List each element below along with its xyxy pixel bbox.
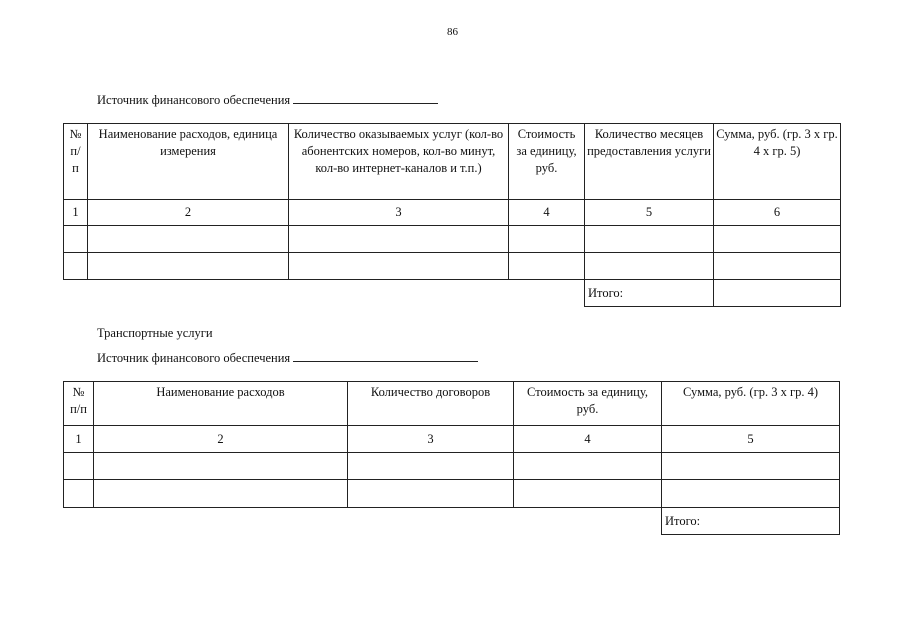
column-number: 3 — [289, 200, 509, 226]
empty-cell[interactable] — [348, 453, 514, 480]
column-number: 1 — [64, 426, 94, 453]
table-row — [64, 253, 841, 280]
empty-cell[interactable] — [509, 253, 585, 280]
header-cell: № п/п — [64, 382, 94, 426]
empty-cell[interactable] — [585, 226, 714, 253]
total-value-cell[interactable] — [714, 280, 841, 307]
empty-cell[interactable] — [348, 480, 514, 508]
transport-services-table — [63, 381, 840, 535]
empty-cell[interactable] — [714, 253, 841, 280]
page-number: 86 — [447, 26, 458, 38]
empty-cell[interactable] — [662, 453, 840, 480]
funding-source-line-2 — [97, 350, 478, 366]
header-cell: Сумма, руб. (гр. 3 х гр. 4) — [662, 382, 840, 426]
empty-cell[interactable] — [714, 226, 841, 253]
column-number-row — [64, 426, 840, 453]
header-cell: Количество оказываемых услуг (кол-во абонентских номеров, кол-во минут, кол-во интернет-каналов и т.п.) — [289, 124, 509, 200]
column-number: 3 — [348, 426, 514, 453]
column-number: 4 — [509, 200, 585, 226]
header-cell: № п/ п — [64, 124, 88, 200]
column-number: 4 — [514, 426, 662, 453]
column-number: 5 — [662, 426, 840, 453]
header-cell: Сумма, руб. (гр. 3 х гр. 4 х гр. 5) — [714, 124, 841, 200]
empty-cell[interactable] — [88, 226, 289, 253]
column-number: 2 — [88, 200, 289, 226]
empty-cell[interactable] — [64, 480, 94, 508]
header-cell: Стоимость за единицу, руб. — [509, 124, 585, 200]
total-label: Итого: — [662, 508, 840, 535]
empty-cell[interactable] — [88, 253, 289, 280]
header-cell: Количество договоров — [348, 382, 514, 426]
empty-cell[interactable] — [585, 253, 714, 280]
empty-cell[interactable] — [64, 453, 94, 480]
empty-cell[interactable] — [64, 253, 88, 280]
empty-cell[interactable] — [94, 480, 348, 508]
empty-cell[interactable] — [514, 480, 662, 508]
column-number: 2 — [94, 426, 348, 453]
table-row — [64, 480, 840, 508]
total-row — [64, 508, 840, 535]
column-number: 1 — [64, 200, 88, 226]
empty-cell[interactable] — [514, 453, 662, 480]
empty-cell[interactable] — [662, 480, 840, 508]
empty-cell[interactable] — [64, 226, 88, 253]
table-header-row — [64, 124, 841, 200]
funding-source-label: Источник финансового обеспечения — [97, 93, 291, 107]
column-number-row — [64, 200, 841, 226]
funding-source-label: Источник финансового обеспечения — [97, 351, 291, 365]
header-cell: Стоимость за единицу, руб. — [514, 382, 662, 426]
funding-source-line-1 — [97, 92, 438, 108]
funding-source-blank[interactable] — [293, 92, 438, 104]
table-row — [64, 453, 840, 480]
table-header-row — [64, 382, 840, 426]
total-row — [64, 280, 841, 307]
table-row — [64, 226, 841, 253]
communication-services-table — [63, 123, 841, 307]
header-cell: Количество месяцев предоставления услуги — [585, 124, 714, 200]
transport-services-title: Транспортные услуги — [97, 326, 213, 340]
total-label: Итого: — [585, 280, 714, 307]
header-cell: Наименование расходов — [94, 382, 348, 426]
empty-cell[interactable] — [94, 453, 348, 480]
header-cell: Наименование расходов, единица измерения — [88, 124, 289, 200]
column-number: 5 — [585, 200, 714, 226]
empty-cell[interactable] — [289, 253, 509, 280]
empty-cell[interactable] — [509, 226, 585, 253]
column-number: 6 — [714, 200, 841, 226]
funding-source-blank[interactable] — [293, 350, 478, 362]
empty-cell[interactable] — [289, 226, 509, 253]
